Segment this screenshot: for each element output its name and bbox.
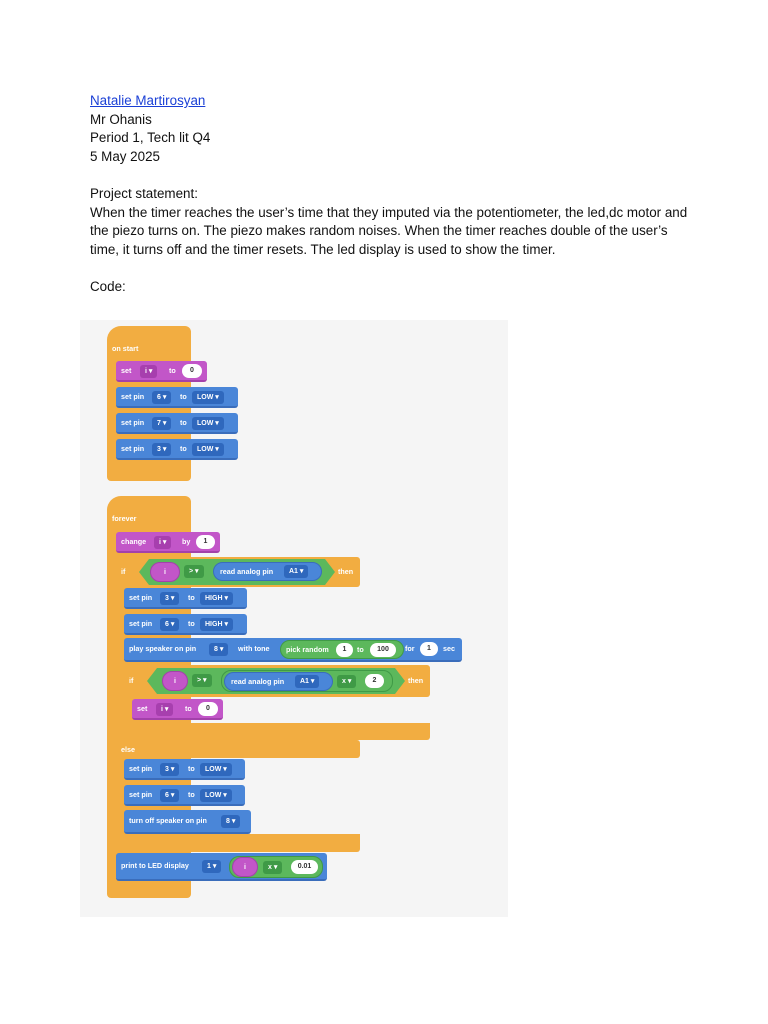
to-label: to [169, 366, 176, 375]
multiplier-input[interactable]: 2 [365, 674, 384, 688]
to-label: to [188, 764, 195, 773]
pin-dropdown[interactable]: 3 ▾ [160, 592, 179, 605]
pin-dropdown[interactable]: A1 ▾ [284, 565, 308, 578]
pin-dropdown[interactable]: 6 ▾ [160, 618, 179, 631]
state-dropdown[interactable]: LOW ▾ [192, 417, 224, 430]
random-max-input[interactable]: 100 [370, 643, 396, 657]
state-dropdown[interactable]: HIGH ▾ [200, 592, 233, 605]
set-pin-label: set pin [129, 619, 153, 628]
set-pin-block[interactable] [116, 413, 238, 434]
display-dropdown[interactable]: 1 ▾ [202, 860, 221, 873]
print-label: print to LED display [121, 861, 189, 870]
set-pin-block[interactable] [116, 439, 238, 460]
pin-dropdown[interactable]: 6 ▾ [152, 391, 171, 404]
operator-dropdown[interactable]: x ▾ [337, 675, 356, 688]
read-analog-block[interactable] [224, 672, 333, 691]
set-pin-block[interactable] [124, 588, 247, 609]
state-dropdown[interactable]: LOW ▾ [200, 763, 232, 776]
pin-dropdown[interactable]: 8 ▾ [209, 643, 228, 656]
else-label: else [121, 745, 135, 754]
set-pin-label: set pin [121, 418, 145, 427]
set-pin-block[interactable] [124, 785, 245, 806]
author-link[interactable]: Natalie Martirosyan [90, 93, 206, 108]
operator-dropdown[interactable]: > ▾ [184, 565, 204, 578]
nested-if-end [124, 723, 430, 740]
to-label: to [188, 619, 195, 628]
to-label: to [180, 392, 187, 401]
pin-dropdown[interactable]: A1 ▾ [295, 675, 319, 688]
code-canvas [80, 320, 508, 917]
to-label: to [357, 645, 364, 654]
operator-dropdown[interactable]: x ▾ [263, 861, 282, 874]
document-text [90, 92, 690, 297]
print-led-block[interactable] [116, 853, 327, 881]
set-pin-label: set pin [129, 764, 153, 773]
pin-dropdown[interactable]: 3 ▾ [152, 443, 171, 456]
state-dropdown[interactable]: LOW ▾ [192, 391, 224, 404]
speaker-off-block[interactable] [124, 810, 251, 834]
set-i-block[interactable] [132, 699, 223, 720]
state-dropdown[interactable]: LOW ▾ [200, 789, 232, 802]
play-speaker-block[interactable] [124, 638, 462, 662]
var-dropdown[interactable]: i ▾ [156, 703, 173, 716]
pick-random-label: pick random [286, 645, 329, 654]
to-label: to [180, 418, 187, 427]
then-label: then [338, 567, 354, 576]
set-pin-label: set pin [121, 392, 145, 401]
set-pin-label: set pin [121, 444, 145, 453]
play-speaker-label: play speaker on pin [129, 644, 197, 653]
project-body: When the timer reaches the user’s time that they imputed via the potentiometer, the led,dc motor and the piezo turns on. The piezo makes random noises. When the timer reaches double of the user’s time, it turns off and the timer resets. The led display is used to show the timer. [90, 204, 688, 257]
date: 5 May 2025 [90, 148, 160, 164]
teacher-name: Mr Ohanis [90, 111, 152, 127]
then-label: then [408, 676, 424, 685]
value-input[interactable]: 0 [182, 364, 202, 378]
pick-random-block[interactable] [280, 640, 404, 659]
multiply-block[interactable] [229, 856, 323, 878]
multiply-block[interactable] [221, 670, 393, 692]
value-input[interactable]: 0 [198, 702, 218, 716]
operator-dropdown[interactable]: > ▾ [192, 674, 212, 687]
on-start-label: on start [112, 344, 139, 353]
set-pin-block[interactable] [124, 614, 247, 635]
set-label: set [121, 366, 132, 375]
if-label: if [129, 676, 134, 685]
read-analog-block[interactable] [213, 562, 322, 581]
set-pin-label: set pin [129, 790, 153, 799]
if-label: if [121, 567, 126, 576]
set-pin-label: set pin [129, 593, 153, 602]
state-dropdown[interactable]: LOW ▾ [192, 443, 224, 456]
var-i-reporter[interactable]: i [232, 857, 258, 877]
forever-label: forever [112, 514, 137, 523]
sec-label: sec [443, 644, 455, 653]
project-heading: Project statement: [90, 185, 198, 201]
pin-dropdown[interactable]: 7 ▾ [152, 417, 171, 430]
value-input[interactable]: 1 [196, 535, 215, 549]
var-dropdown[interactable]: i ▾ [154, 536, 171, 549]
to-label: to [180, 444, 187, 453]
var-i-reporter[interactable]: i [162, 671, 188, 691]
by-label: by [182, 537, 191, 546]
change-i-block[interactable] [116, 532, 220, 553]
else-bar[interactable] [116, 740, 360, 758]
code-heading: Code: [90, 278, 126, 294]
with-tone-label: with tone [238, 644, 270, 653]
pin-dropdown[interactable]: 8 ▾ [221, 815, 240, 828]
pin-dropdown[interactable]: 3 ▾ [160, 763, 179, 776]
change-label: change [121, 537, 147, 546]
random-min-input[interactable]: 1 [336, 643, 353, 657]
duration-input[interactable]: 1 [420, 642, 438, 656]
class-info: Period 1, Tech lit Q4 [90, 130, 211, 146]
to-label: to [185, 704, 192, 713]
scale-input[interactable]: 0.01 [291, 860, 318, 874]
for-label: for [405, 644, 415, 653]
var-i-reporter[interactable]: i [150, 562, 180, 582]
if-else-end [116, 834, 360, 852]
pin-dropdown[interactable]: 6 ▾ [160, 789, 179, 802]
read-label: read analog pin [231, 677, 285, 686]
set-i-block[interactable] [116, 361, 207, 382]
to-label: to [188, 790, 195, 799]
set-pin-block[interactable] [124, 759, 245, 780]
set-pin-block[interactable] [116, 387, 238, 408]
var-dropdown[interactable]: i ▾ [140, 365, 157, 378]
set-label: set [137, 704, 148, 713]
speaker-off-label: turn off speaker on pin [129, 816, 207, 825]
read-label: read analog pin [220, 567, 274, 576]
to-label: to [188, 593, 195, 602]
state-dropdown[interactable]: HIGH ▾ [200, 618, 233, 631]
